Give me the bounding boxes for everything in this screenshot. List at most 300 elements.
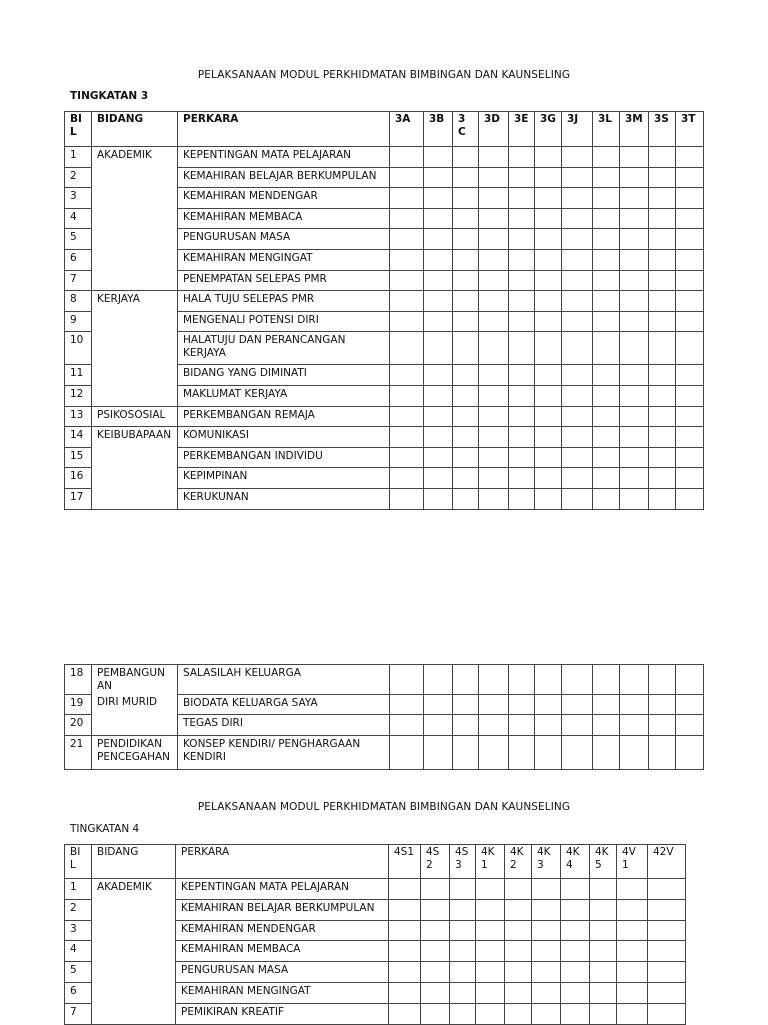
class-check-cell — [421, 962, 450, 983]
class-check-cell — [453, 427, 479, 448]
class-check-cell — [476, 982, 505, 1003]
perkara-cell: KEMAHIRAN MENDENGAR — [176, 920, 389, 941]
class-check-cell — [390, 406, 424, 427]
class-check-cell — [620, 188, 649, 209]
table-row — [65, 427, 704, 448]
class-check-cell — [532, 1003, 561, 1024]
class-check-cell — [450, 1003, 476, 1024]
class-check-cell — [617, 899, 648, 920]
bidang-cell: AKADEMIK — [92, 147, 178, 168]
class-check-cell — [561, 920, 590, 941]
class-check-cell — [390, 385, 424, 406]
class-check-cell — [676, 735, 704, 769]
bil-cell: 20 — [65, 715, 92, 736]
class-check-cell — [424, 447, 453, 468]
class-check-cell — [562, 291, 593, 312]
bil-cell: 2 — [65, 167, 92, 188]
class-check-cell — [509, 229, 535, 250]
class-check-cell — [424, 488, 453, 509]
class-check-cell — [479, 208, 509, 229]
class-check-cell — [676, 270, 704, 291]
table-row — [65, 982, 686, 1003]
perkara-cell: KEMAHIRAN MENGINGAT — [176, 982, 389, 1003]
table-row — [65, 249, 704, 270]
header-cell: 4S1 — [389, 845, 421, 879]
class-check-cell — [562, 270, 593, 291]
class-check-cell — [617, 982, 648, 1003]
class-check-cell — [479, 385, 509, 406]
class-check-cell — [424, 715, 453, 736]
class-check-cell — [535, 167, 562, 188]
class-check-cell — [453, 365, 479, 386]
perkara-cell: KEMAHIRAN MENDENGAR — [178, 188, 390, 209]
perkara-cell: SALASILAH KELUARGA — [178, 665, 390, 695]
class-check-cell — [617, 879, 648, 900]
class-check-cell — [649, 270, 676, 291]
class-check-cell — [649, 167, 676, 188]
class-check-cell — [649, 694, 676, 715]
table-tingkatan-3 — [64, 111, 704, 510]
class-check-cell — [620, 488, 649, 509]
class-check-cell — [535, 208, 562, 229]
class-check-cell — [593, 188, 620, 209]
bil-cell: 8 — [65, 291, 92, 312]
class-check-cell — [562, 427, 593, 448]
class-check-cell — [620, 249, 649, 270]
header-cell: 3A — [390, 112, 424, 147]
class-check-cell — [535, 229, 562, 250]
class-check-cell — [505, 879, 532, 900]
class-check-cell — [390, 208, 424, 229]
class-check-cell — [562, 311, 593, 332]
bidang-cell: KEIBUBAPAAN — [92, 427, 178, 448]
bil-cell: 5 — [65, 229, 92, 250]
perkara-cell: MENGENALI POTENSI DIRI — [178, 311, 390, 332]
class-check-cell — [649, 229, 676, 250]
class-check-cell — [593, 694, 620, 715]
bil-cell: 4 — [65, 208, 92, 229]
bidang-cell — [92, 715, 178, 736]
bidang-cell: PSIKOSOSIAL — [92, 406, 178, 427]
bidang-cell — [92, 188, 178, 209]
perkara-cell: BIDANG YANG DIMINATI — [178, 365, 390, 386]
table-row — [65, 147, 704, 168]
class-check-cell — [450, 920, 476, 941]
table-row — [65, 229, 704, 250]
class-check-cell — [676, 468, 704, 489]
class-check-cell — [562, 332, 593, 365]
class-check-cell — [453, 665, 479, 695]
class-check-cell — [424, 208, 453, 229]
level-tingkatan-4: TINGKATAN 4 — [70, 823, 140, 835]
class-check-cell — [593, 488, 620, 509]
class-check-cell — [479, 291, 509, 312]
class-check-cell — [561, 899, 590, 920]
class-check-cell — [450, 962, 476, 983]
class-check-cell — [453, 229, 479, 250]
class-check-cell — [424, 270, 453, 291]
class-check-cell — [424, 311, 453, 332]
bil-cell: 1 — [65, 147, 92, 168]
class-check-cell — [562, 249, 593, 270]
class-check-cell — [509, 406, 535, 427]
bil-cell: 17 — [65, 488, 92, 509]
class-check-cell — [676, 406, 704, 427]
class-check-cell — [562, 188, 593, 209]
class-check-cell — [424, 468, 453, 489]
bil-cell: 18 — [65, 665, 92, 695]
table-row — [65, 447, 704, 468]
class-check-cell — [590, 962, 617, 983]
perkara-cell: PERKEMBANGAN REMAJA — [178, 406, 390, 427]
header-cell: PERKARA — [176, 845, 389, 879]
table-row — [65, 468, 704, 489]
table-row — [65, 962, 686, 983]
class-check-cell — [509, 332, 535, 365]
class-check-cell — [479, 715, 509, 736]
bil-cell: 4 — [65, 941, 92, 962]
perkara-cell: KEMAHIRAN BELAJAR BERKUMPULAN — [178, 167, 390, 188]
bil-cell: 11 — [65, 365, 92, 386]
class-check-cell — [617, 1003, 648, 1024]
table-row — [65, 365, 704, 386]
bil-cell: 12 — [65, 385, 92, 406]
class-check-cell — [453, 385, 479, 406]
bidang-cell — [92, 167, 178, 188]
table-row — [65, 270, 704, 291]
class-check-cell — [590, 920, 617, 941]
bil-cell: 19 — [65, 694, 92, 715]
class-check-cell — [390, 427, 424, 448]
class-check-cell — [476, 920, 505, 941]
class-check-cell — [453, 488, 479, 509]
class-check-cell — [479, 735, 509, 769]
class-check-cell — [390, 365, 424, 386]
class-check-cell — [390, 332, 424, 365]
class-check-cell — [479, 427, 509, 448]
bidang-cell — [92, 920, 176, 941]
bidang-cell — [92, 941, 176, 962]
class-check-cell — [620, 311, 649, 332]
header-cell: 3B — [424, 112, 453, 147]
perkara-cell: KERUKUNAN — [178, 488, 390, 509]
class-check-cell — [424, 406, 453, 427]
class-check-cell — [390, 488, 424, 509]
class-check-cell — [424, 385, 453, 406]
class-check-cell — [676, 291, 704, 312]
class-check-cell — [649, 715, 676, 736]
class-check-cell — [390, 167, 424, 188]
class-check-cell — [390, 735, 424, 769]
header-cell: 4K 2 — [505, 845, 532, 879]
perkara-cell: PEMIKIRAN KREATIF — [176, 1003, 389, 1024]
header-cell: BIDANG — [92, 112, 178, 147]
class-check-cell — [479, 665, 509, 695]
class-check-cell — [479, 311, 509, 332]
class-check-cell — [509, 694, 535, 715]
perkara-cell: KONSEP KENDIRI/ PENGHARGAAN KENDIRI — [178, 735, 390, 769]
class-check-cell — [476, 879, 505, 900]
header-cell: 4K 1 — [476, 845, 505, 879]
class-check-cell — [532, 920, 561, 941]
bil-cell: 6 — [65, 249, 92, 270]
title-tingkatan-3: PELAKSANAAN MODUL PERKHIDMATAN BIMBINGAN DAN KAUNSELING — [197, 69, 571, 81]
class-check-cell — [593, 427, 620, 448]
class-check-cell — [535, 468, 562, 489]
class-check-cell — [593, 447, 620, 468]
class-check-cell — [620, 715, 649, 736]
class-check-cell — [390, 468, 424, 489]
class-check-cell — [648, 920, 686, 941]
class-check-cell — [649, 447, 676, 468]
class-check-cell — [450, 982, 476, 1003]
table-row — [65, 167, 704, 188]
class-check-cell — [593, 665, 620, 695]
class-check-cell — [676, 665, 704, 695]
class-check-cell — [421, 879, 450, 900]
class-check-cell — [453, 311, 479, 332]
header-cell: 3J — [562, 112, 593, 147]
class-check-cell — [562, 147, 593, 168]
header-cell: 3T — [676, 112, 704, 147]
class-check-cell — [590, 879, 617, 900]
class-check-cell — [676, 332, 704, 365]
class-check-cell — [424, 665, 453, 695]
class-check-cell — [620, 665, 649, 695]
class-check-cell — [509, 270, 535, 291]
class-check-cell — [562, 365, 593, 386]
perkara-cell: PENEMPATAN SELEPAS PMR — [178, 270, 390, 291]
class-check-cell — [562, 468, 593, 489]
class-check-cell — [476, 1003, 505, 1024]
class-check-cell — [593, 365, 620, 386]
table-header-row — [65, 112, 704, 147]
class-check-cell — [453, 406, 479, 427]
class-check-cell — [535, 694, 562, 715]
bil-cell: 2 — [65, 899, 92, 920]
class-check-cell — [453, 188, 479, 209]
class-check-cell — [562, 208, 593, 229]
class-check-cell — [453, 167, 479, 188]
class-check-cell — [562, 694, 593, 715]
bil-cell: 9 — [65, 311, 92, 332]
class-check-cell — [562, 715, 593, 736]
class-check-cell — [479, 229, 509, 250]
class-check-cell — [389, 920, 421, 941]
class-check-cell — [676, 365, 704, 386]
class-check-cell — [390, 715, 424, 736]
class-check-cell — [389, 962, 421, 983]
perkara-cell: PERKEMBANGAN INDIVIDU — [178, 447, 390, 468]
class-check-cell — [535, 385, 562, 406]
class-check-cell — [450, 899, 476, 920]
class-check-cell — [479, 468, 509, 489]
class-check-cell — [390, 229, 424, 250]
class-check-cell — [676, 427, 704, 448]
header-cell: 4K 4 — [561, 845, 590, 879]
table-row — [65, 715, 704, 736]
class-check-cell — [562, 735, 593, 769]
class-check-cell — [479, 365, 509, 386]
class-check-cell — [620, 332, 649, 365]
class-check-cell — [676, 147, 704, 168]
class-check-cell — [390, 188, 424, 209]
class-check-cell — [648, 879, 686, 900]
bil-cell: 3 — [65, 920, 92, 941]
class-check-cell — [453, 249, 479, 270]
bidang-cell — [92, 270, 178, 291]
class-check-cell — [649, 147, 676, 168]
class-check-cell — [505, 1003, 532, 1024]
class-check-cell — [617, 941, 648, 962]
class-check-cell — [593, 291, 620, 312]
header-cell: 4V 1 — [617, 845, 648, 879]
class-check-cell — [453, 208, 479, 229]
class-check-cell — [424, 291, 453, 312]
class-check-cell — [676, 229, 704, 250]
class-check-cell — [424, 188, 453, 209]
table-row — [65, 694, 704, 715]
class-check-cell — [479, 488, 509, 509]
table-row — [65, 332, 704, 365]
class-check-cell — [390, 249, 424, 270]
class-check-cell — [424, 365, 453, 386]
class-check-cell — [593, 249, 620, 270]
table-row — [65, 665, 704, 695]
header-cell: 4K 5 — [590, 845, 617, 879]
class-check-cell — [509, 249, 535, 270]
header-cell: 3G — [535, 112, 562, 147]
class-check-cell — [561, 879, 590, 900]
class-check-cell — [453, 468, 479, 489]
class-check-cell — [649, 427, 676, 448]
class-check-cell — [676, 385, 704, 406]
perkara-cell: KEMAHIRAN MEMBACA — [176, 941, 389, 962]
bidang-cell: PENDIDIKAN PENCEGAHAN — [92, 735, 178, 769]
class-check-cell — [590, 899, 617, 920]
class-check-cell — [620, 447, 649, 468]
bidang-cell — [92, 468, 178, 489]
bidang-cell — [92, 332, 178, 365]
class-check-cell — [479, 447, 509, 468]
class-check-cell — [648, 941, 686, 962]
perkara-cell: MAKLUMAT KERJAYA — [178, 385, 390, 406]
bil-cell: 3 — [65, 188, 92, 209]
header-cell: 3L — [593, 112, 620, 147]
class-check-cell — [649, 365, 676, 386]
class-check-cell — [562, 167, 593, 188]
class-check-cell — [649, 385, 676, 406]
class-check-cell — [424, 694, 453, 715]
class-check-cell — [476, 962, 505, 983]
class-check-cell — [620, 694, 649, 715]
bil-cell: 21 — [65, 735, 92, 769]
perkara-cell: PENGURUSAN MASA — [178, 229, 390, 250]
perkara-cell: KEPENTINGAN MATA PELAJARAN — [176, 879, 389, 900]
class-check-cell — [620, 208, 649, 229]
class-check-cell — [593, 208, 620, 229]
class-check-cell — [535, 147, 562, 168]
class-check-cell — [620, 406, 649, 427]
class-check-cell — [593, 229, 620, 250]
class-check-cell — [532, 962, 561, 983]
class-check-cell — [424, 427, 453, 448]
class-check-cell — [676, 249, 704, 270]
class-check-cell — [676, 188, 704, 209]
level-tingkatan-3: TINGKATAN 3 — [70, 90, 149, 102]
class-check-cell — [479, 249, 509, 270]
class-check-cell — [593, 468, 620, 489]
class-check-cell — [676, 715, 704, 736]
table-row — [65, 406, 704, 427]
header-cell: BI L — [65, 845, 92, 879]
table-row — [65, 311, 704, 332]
class-check-cell — [535, 715, 562, 736]
class-check-cell — [479, 270, 509, 291]
class-check-cell — [421, 899, 450, 920]
header-cell: 4S 3 — [450, 845, 476, 879]
class-check-cell — [676, 447, 704, 468]
perkara-cell: KEMAHIRAN MEMBACA — [178, 208, 390, 229]
class-check-cell — [620, 270, 649, 291]
class-check-cell — [532, 879, 561, 900]
class-check-cell — [453, 694, 479, 715]
class-check-cell — [562, 406, 593, 427]
bil-cell: 1 — [65, 879, 92, 900]
class-check-cell — [676, 488, 704, 509]
class-check-cell — [479, 167, 509, 188]
class-check-cell — [535, 291, 562, 312]
class-check-cell — [676, 311, 704, 332]
class-check-cell — [424, 249, 453, 270]
class-check-cell — [509, 468, 535, 489]
bidang-cell — [92, 229, 178, 250]
class-check-cell — [421, 941, 450, 962]
class-check-cell — [389, 899, 421, 920]
bil-cell: 14 — [65, 427, 92, 448]
class-check-cell — [390, 694, 424, 715]
class-check-cell — [562, 488, 593, 509]
bidang-cell — [92, 447, 178, 468]
bidang-cell — [92, 385, 178, 406]
class-check-cell — [453, 735, 479, 769]
class-check-cell — [390, 147, 424, 168]
table-tingkatan-4 — [64, 844, 686, 1025]
class-check-cell — [620, 385, 649, 406]
class-check-cell — [535, 735, 562, 769]
class-check-cell — [562, 665, 593, 695]
class-check-cell — [676, 694, 704, 715]
class-check-cell — [535, 270, 562, 291]
class-check-cell — [390, 447, 424, 468]
header-cell: 4K 3 — [532, 845, 561, 879]
class-check-cell — [561, 1003, 590, 1024]
header-cell: BI L — [65, 112, 92, 147]
class-check-cell — [509, 385, 535, 406]
class-check-cell — [389, 1003, 421, 1024]
class-check-cell — [479, 332, 509, 365]
class-check-cell — [561, 982, 590, 1003]
bil-cell: 13 — [65, 406, 92, 427]
header-cell: 3M — [620, 112, 649, 147]
class-check-cell — [424, 332, 453, 365]
class-check-cell — [620, 291, 649, 312]
class-check-cell — [421, 920, 450, 941]
perkara-cell: HALA TUJU SELEPAS PMR — [178, 291, 390, 312]
class-check-cell — [593, 406, 620, 427]
class-check-cell — [617, 962, 648, 983]
perkara-cell: PENGURUSAN MASA — [176, 962, 389, 983]
